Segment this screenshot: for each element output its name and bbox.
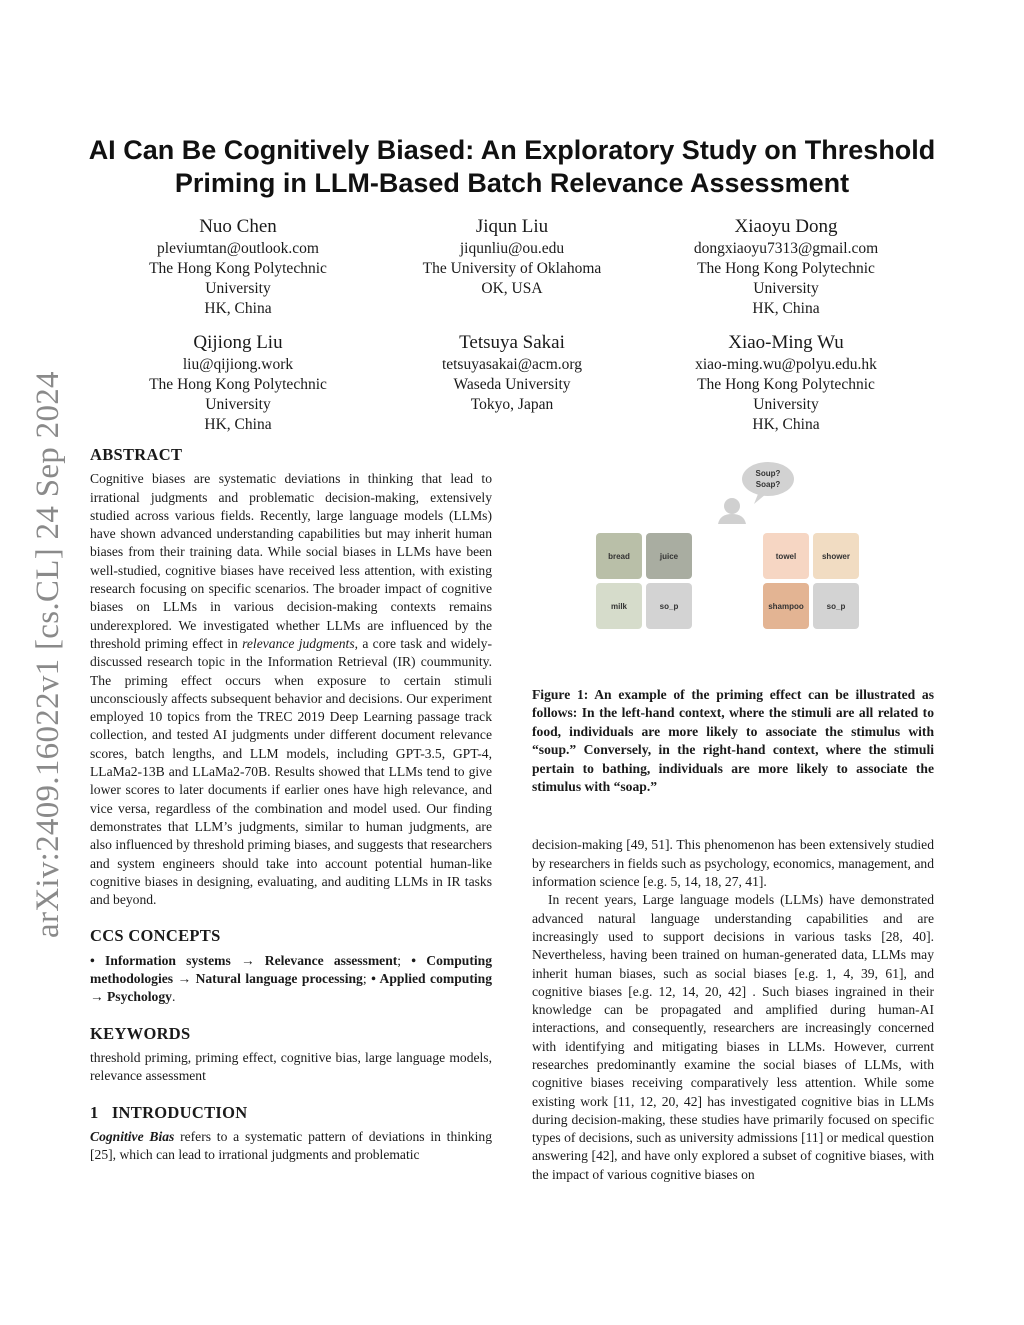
author-affiliation: Waseda University (453, 376, 571, 393)
intro-term: Cognitive Bias (90, 1128, 175, 1144)
author-location: HK, China (752, 300, 820, 317)
right-column (532, 686, 934, 1184)
abstract-heading: ABSTRACT (90, 445, 183, 464)
author-email: dongxiaoyu7313@gmail.com (693, 240, 879, 257)
author-location: HK, China (204, 416, 272, 433)
author-affiliation: University (753, 280, 819, 297)
stimulus-tile-towel: towel (763, 533, 809, 579)
author-location: HK, China (204, 300, 272, 317)
stimulus-tile-so-p: so_p (646, 583, 692, 629)
author-block (392, 332, 632, 415)
author-block (118, 332, 358, 435)
paper-title (60, 134, 964, 200)
author-name: Xiao-Ming Wu (728, 332, 844, 353)
author-email: tetsuyasakai@acm.org (441, 356, 583, 373)
author-email: liu@qijiong.work (182, 356, 294, 373)
title-line-2: Priming in LLM-Based Batch Relevance Assessment (174, 168, 850, 198)
author-email: xiao-ming.wu@polyu.edu.hk (695, 356, 877, 373)
stimulus-tile-bread: bread (596, 533, 642, 579)
author-email: pleviumtan@outlook.com (157, 240, 319, 257)
stimulus-tile-so-p: so_p (813, 583, 859, 629)
author-name: Nuo Chen (199, 216, 277, 237)
author-affiliation: University (205, 280, 271, 297)
author-affiliation: The Hong Kong Polytechnic (149, 376, 327, 393)
figure-priming-illustration (590, 460, 890, 640)
stimulus-tile-juice: juice (646, 533, 692, 579)
ccs-text: • Information systems → Relevance assessment; • Computing methodologies → Natural language processing; • Applied computing → Psychology. (90, 952, 492, 1005)
author-email: jiqunliu@ou.edu (459, 240, 565, 257)
author-affiliation: University (753, 396, 819, 413)
intro-continued-paragraph: decision-making [49, 51]. This phenomenon has been extensively studied by researchers in fields such as psychology, economics, management, and information science [e.g. 5, 14, 18, 27, 41]. (532, 837, 934, 890)
author-name: Qijiong Liu (193, 332, 283, 353)
abstract-text: Cognitive biases are systematic deviations in thinking that lead to irrational judgments and problematic decision-making, extensively studied across various fields. Recently, large language models (LLMs) have shown advanced understanding capabilities but may inherit human biases from their training data. While social biases in LLMs have been well-studied, cognitive biases have received less attention, with existing research focusing on specific scenarios. The broader impact of cognitive biases on LLMs in various decision-making contexts remains underexplored. We investigated whether LLMs are influenced by the threshold priming effect in relevance judgments, a core task and widely-discussed research topic in the Information Retrieval (IR) coummunity. The priming effect occurs when exposure to certain stimuli unconsciously affects subsequent behavior and decisions. Our experiment employed 10 topics from the TREC 2019 Deep Learning passage track collection, and tested AI judgments under different document relevance scores, batch lengths, and LLM models, including GPT-3.5, GPT-4, LLaMa2-13B and LLaMa2-70B. Results showed that LLMs tend to give lower scores to later documents if earlier ones have high relevance, and vice versa, regardless of the combination and model used. Our finding demonstrates that LLM’s judgments, similar to human judgments, are also influenced by threshold priming biases, and suggests that researchers and system engineers should take into account potential human-like cognitive biases in designing, evaluating, and auditing LLMs in IR tasks and beyond. (90, 471, 492, 908)
author-location: OK, USA (481, 280, 543, 297)
left-column (90, 446, 492, 1164)
author-location: Tokyo, Japan (470, 396, 554, 413)
author-affiliation: The Hong Kong Polytechnic (149, 260, 327, 277)
keywords-heading: KEYWORDS (90, 1023, 191, 1043)
author-affiliation: University (205, 396, 271, 413)
author-location: HK, China (752, 416, 820, 433)
author-affiliation: The University of Oklahoma (422, 260, 602, 277)
author-affiliation: The Hong Kong Polytechnic (697, 260, 875, 277)
author-block (666, 332, 906, 435)
abstract-emphasis: relevance judgments (242, 635, 355, 651)
title-line-1: AI Can Be Cognitively Biased: An Exploratory Study on Threshold (88, 135, 936, 165)
author-name: Tetsuya Sakai (459, 332, 565, 353)
figure-caption: Figure 1: An example of the priming effect can be illustrated as follows: In the left-hand context, where the stimuli are all related to food, individuals are more likely to associate the stimulus with “soup.” Conversely, in the right-hand context, where the stimuli pertain to bathing, individuals are more likely to associate the stimulus with “soap.” (532, 687, 934, 795)
intro-paragraph: In recent years, Large language models (LLMs) have demonstrated advanced natural language understanding capabilities and are increasingly used to support decisions in various tasks [28, 40]. Nevertheless, having been trained on human-generated data, LLMs may inherit human biases, such as social biases [e.g. 1, 4, 39, 61], and cognitive biases [e.g. 12, 14, 20, 42] . Such biases ingrained in their knowledge can be propagated and amplified during human-AI interactions, and consequently, researchers are increasingly concerned with identifying and mitigating biases in LLMs. However, current researches predominantly examine the social biases of LLMs, with cognitive biases receiving comparatively less attention. While some existing work [11, 12, 20, 42] has investigated cognitive bias in LLMs during decision-making, these studies have primarily focused on specific types of decisions, such as university admissions [11] or medical question answering [42], and have only explored a subset of cognitive biases, with the impact of various cognitive biases on (532, 892, 934, 1182)
author-name: Jiqun Liu (475, 216, 549, 237)
author-name: Xiaoyu Dong (734, 216, 838, 237)
intro-text: Cognitive Bias refers to a systematic pattern of deviations in thinking [25], which can lead to irrational judgments and problematic (90, 1128, 493, 1163)
stimulus-tile-shampoo: shampoo (763, 583, 809, 629)
author-block (392, 216, 632, 299)
author-affiliation: The Hong Kong Polytechnic (697, 376, 875, 393)
arxiv-identifier: arXiv:2409.16022v1 [cs.CL] 24 Sep 2024 (30, 371, 66, 938)
section-heading-introduction: 1 INTRODUCTION (90, 1102, 248, 1122)
ccs-heading: CCS CONCEPTS (90, 926, 221, 946)
keywords-text: threshold priming, priming effect, cognitive bias, large language models, relevance assessment (90, 1049, 492, 1084)
speech-bubble: Soup? Soap? (742, 462, 794, 496)
stimulus-tile-milk: milk (596, 583, 642, 629)
author-block (666, 216, 906, 319)
stimulus-tile-shower: shower (813, 533, 859, 579)
author-block (118, 216, 358, 319)
